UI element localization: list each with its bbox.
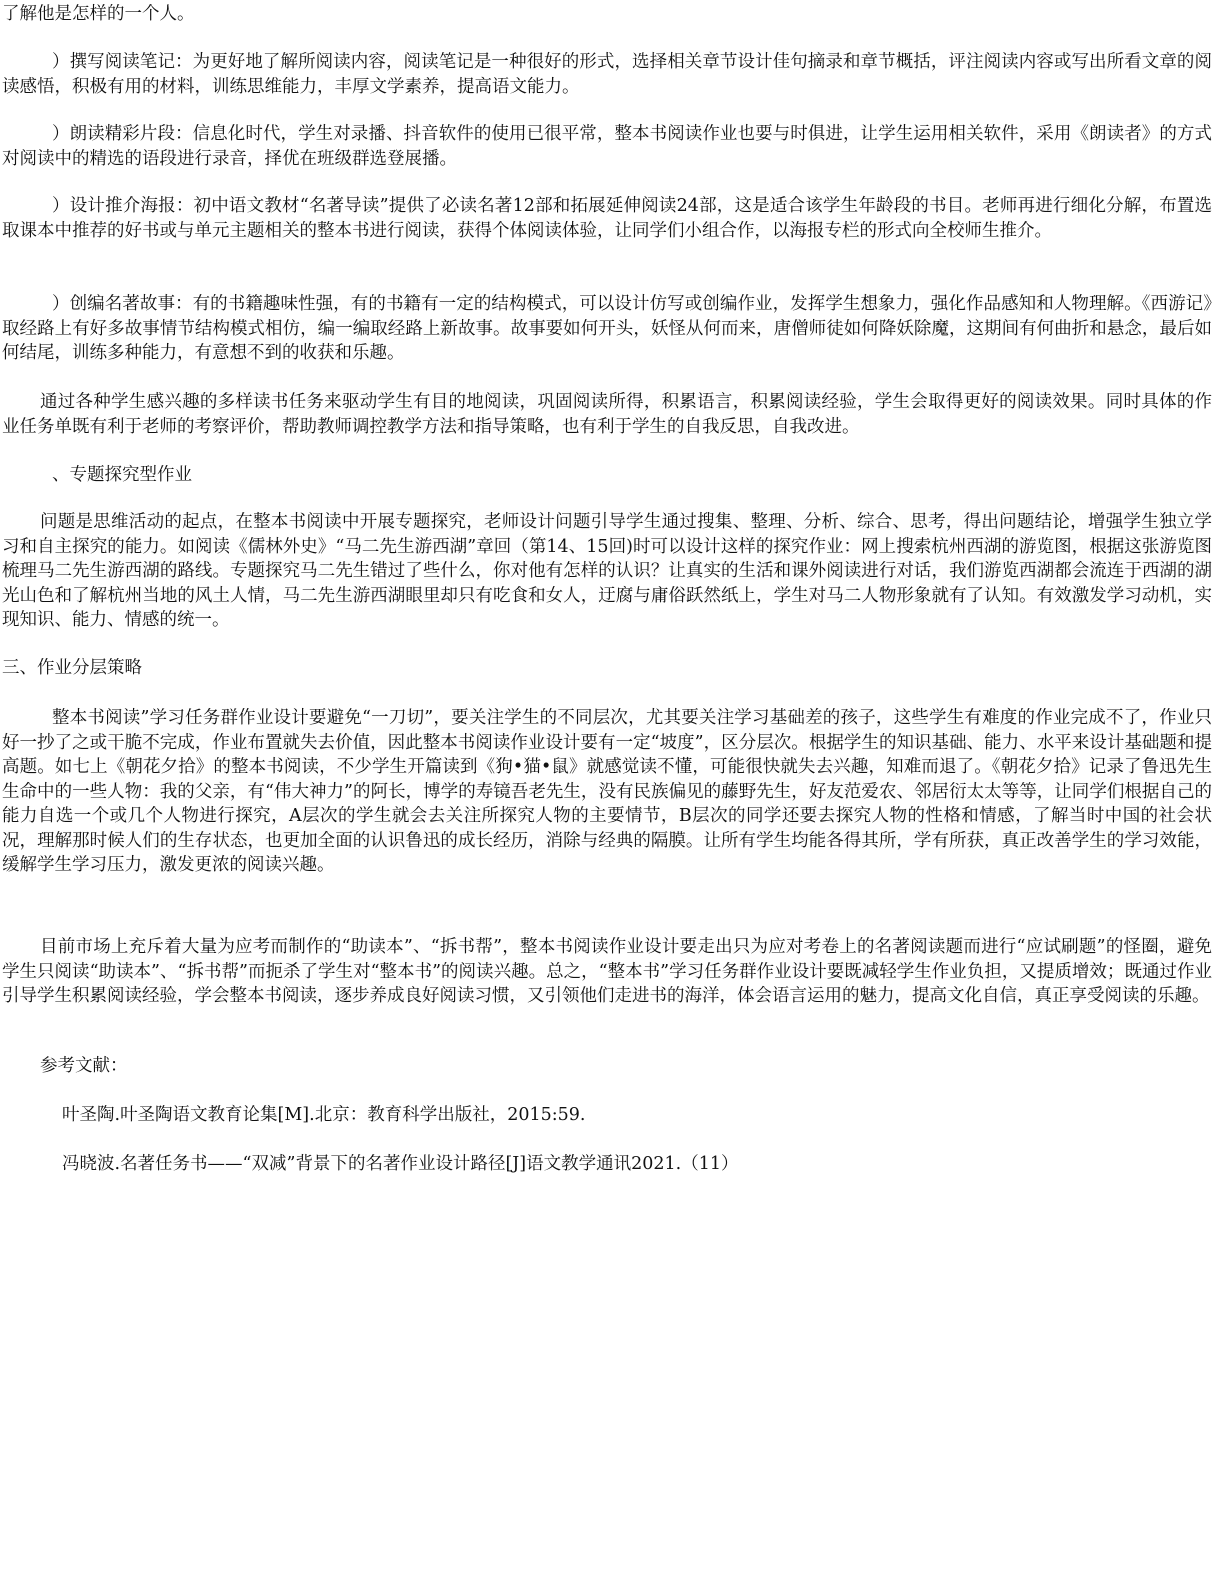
- reference-2: 冯晓波.名著任务书——“双减”背景下的名著作业设计路径[J]语文教学通讯2021.（11）: [62, 1154, 739, 1174]
- section-heading-layering: 三、作业分层策略: [2, 658, 142, 678]
- paragraph-read-aloud: ）朗读精彩片段：信息化时代，学生对录播、抖音软件的使用已很平常，整本书阅读作业也要与时俱进，让学生运用相关软件，采用《朗读者》的方式对阅读中的精选的语段进行录音，择优在班级群选登展播。: [2, 124, 1212, 169]
- paragraph-story-creation: ）创编名著故事：有的书籍趣味性强，有的书籍有一定的结构模式，可以设计仿写或创编作业，发挥学生想象力，强化作品感知和人物理解。《西游记》取经路上有好多故事情节结构模式相仿，编一编取经路上新故事。故事要如何开头，妖怪从何而来，唐僧师徒如何降妖除魔，这期间有何曲折和悬念，最后如何结尾，训练多种能力，有意想不到的收获和乐趣。: [2, 294, 1212, 363]
- paragraph-inquiry: 问题是思维活动的起点，在整本书阅读中开展专题探究，老师设计问题引导学生通过搜集、整理、分析、综合、思考，得出问题结论，增强学生独立学习和自主探究的能力。如阅读《儒林外史》“马二先生游西湖”章回（第14、15回)时可以设计这样的探究作业：网上搜索杭州西湖的游览图，根据这张游览图梳理马二先生游西湖的路线。专题探究马二先生错过了些什么，你对他有怎样的认识？让真实的生活和课外阅读进行对话，我们游览西湖都会流连于西湖的湖光山色和了解杭州当地的风土人情，马二先生游西湖眼里却只有吃食和女人，迂腐与庸俗跃然纸上，学生对马二人物形象就有了认知。有效激发学习动机，实现知识、能力、情感的统一。: [2, 512, 1212, 630]
- paragraph-task-driven: 通过各种学生感兴趣的多样读书任务来驱动学生有目的地阅读，巩固阅读所得，积累语言，积累阅读经验，学生会取得更好的阅读效果。同时具体的作业任务单既有利于老师的考察评价，帮助教师调控教学方法和指导策略，也有利于学生的自我反思，自我改进。: [2, 392, 1212, 437]
- references-title: 参考文献：: [40, 1056, 128, 1076]
- reference-1: 叶圣陶.叶圣陶语文教育论集[M].北京：教育科学出版社，2015:59.: [62, 1105, 586, 1125]
- paragraph-poster: ）设计推介海报：初中语文教材“名著导读”提供了必读名著12部和拓展延伸阅读24部，这是适合该学生年龄段的书目。老师再进行细化分解，布置选取课本中推荐的好书或与单元主题相关的整本书进行阅读，获得个体阅读体验，让同学们小组合作，以海报专栏的形式向全校师生推介。: [2, 196, 1212, 241]
- paragraph-conclusion: 目前市场上充斥着大量为应考而制作的“助读本”、“拆书帮”，整本书阅读作业设计要走出只为应对考卷上的名著阅读题而进行“应试刷题”的怪圈，避免学生只阅读“助读本”、“拆书帮”而扼杀了学生对“整本书”的阅读兴趣。总之，“整本书”学习任务群作业设计要既减轻学生作业负担，又提质增效；既通过作业引导学生积累阅读经验，学会整本书阅读，逐步养成良好阅读习惯，又引领他们走进书的海洋，体会语言运用的魅力，提高文化自信，真正享受阅读的乐趣。: [2, 937, 1212, 1006]
- section-heading-inquiry: 、专题探究型作业: [52, 465, 192, 485]
- paragraph-intro-tail: 了解他是怎样的一个人。: [2, 4, 195, 24]
- paragraph-reading-notes: ）撰写阅读笔记：为更好地了解所阅读内容，阅读笔记是一种很好的形式，选择相关章节设计佳句摘录和章节概括，评注阅读内容或写出所看文章的阅读感悟，积极有用的材料，训练思维能力，丰厚文学素养，提高语文能力。: [2, 52, 1212, 97]
- paragraph-layering: 整本书阅读”学习任务群作业设计要避免“一刀切”，要关注学生的不同层次，尤其要关注学习基础差的孩子，这些学生有难度的作业完成不了，作业只好一抄了之或干脆不完成，作业布置就失去价值，因此整本书阅读作业设计要有一定“坡度”，区分层次。根据学生的知识基础、能力、水平来设计基础题和提高题。如七上《朝花夕拾》的整本书阅读，不少学生开篇读到《狗•猫•鼠》就感觉读不懂，可能很快就失去兴趣，知难而退了。《朝花夕拾》记录了鲁迅先生生命中的一些人物：我的父亲，有“伟大神力”的阿长，博学的寿镜吾老先生，没有民族偏见的藤野先生，好友范爱农、邻居衍太太等等，让同学们根据自己的能力自选一个或几个人物进行探究，A层次的学生就会去关注所探究人物的主要情节，B层次的同学还要去探究人物的性格和情感，了解当时中国的社会状况，理解那时候人们的生存状态，也更加全面的认识鲁迅的成长经历，消除与经典的隔膜。让所有学生均能各得其所，学有所获，真正改善学生的学习效能，缓解学生学习压力，激发更浓的阅读兴趣。: [2, 708, 1212, 875]
